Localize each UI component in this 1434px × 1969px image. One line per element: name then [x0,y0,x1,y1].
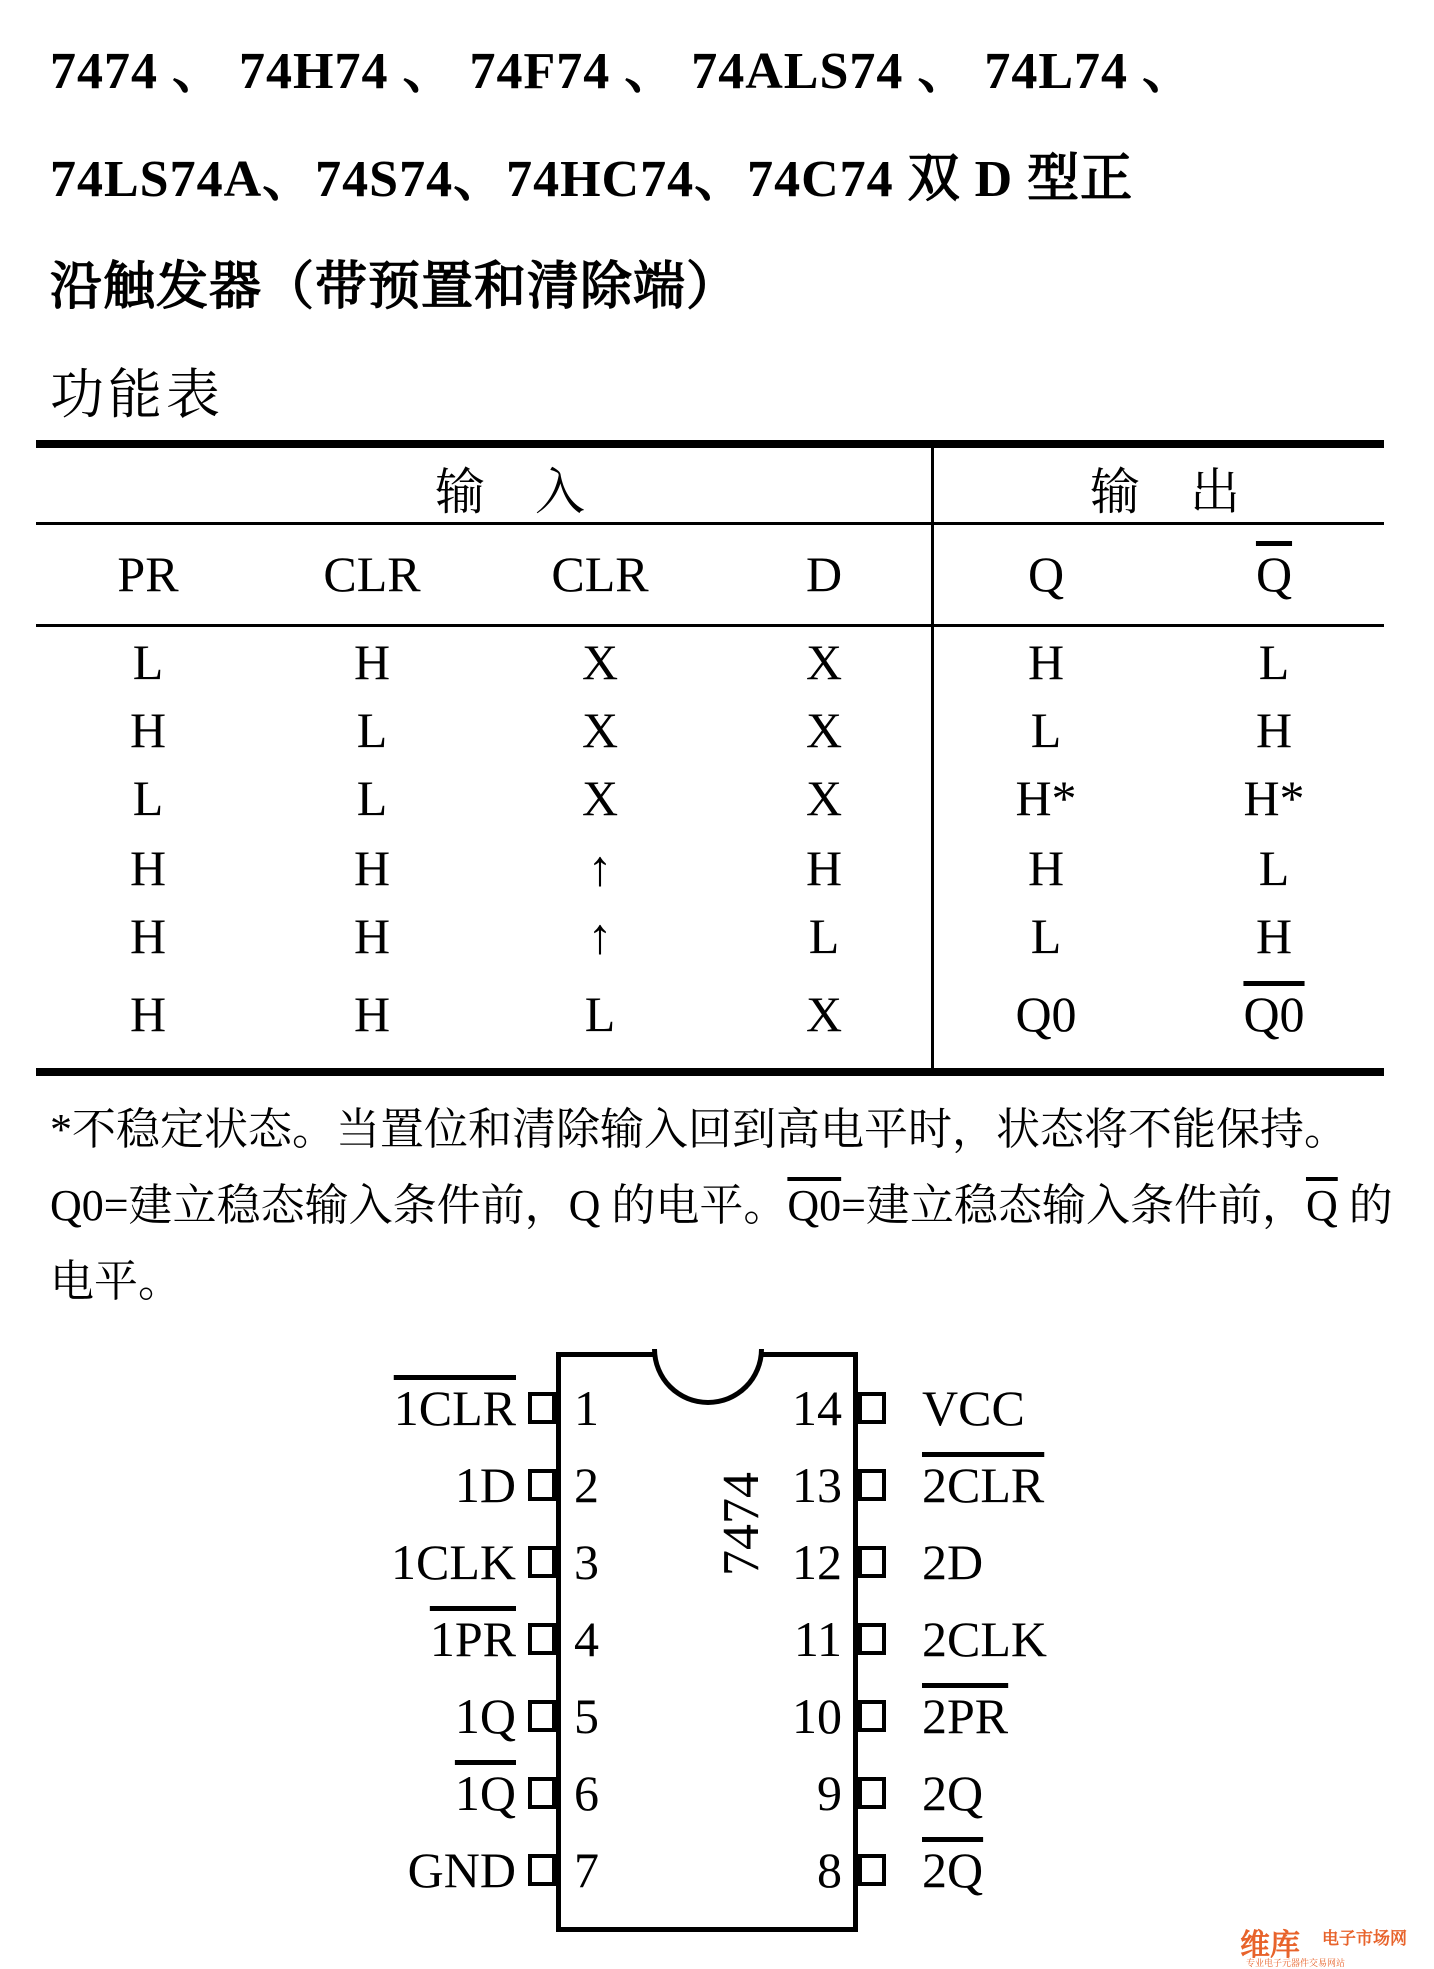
pin-number: 10 [792,1688,842,1744]
pin-pad-right [858,1700,886,1732]
table-cell: L [132,634,164,690]
table-cell: H [353,986,391,1042]
pin-name: 1Q [454,1765,516,1821]
table-cell: L [132,770,164,826]
table-header-rule [36,624,1384,627]
pin-number: 3 [574,1534,599,1590]
pin-number: 6 [574,1765,599,1821]
pin-number: 12 [792,1534,842,1590]
pin-name: 2PR [922,1688,1009,1744]
pin-number: 2 [574,1457,599,1513]
pin-pad-left [528,1854,556,1886]
column-header: Q [1027,546,1065,602]
page-title [50,18,1390,342]
table-cell: L [1030,908,1062,964]
pin-pad-left [528,1546,556,1578]
pin-number: 11 [793,1611,842,1667]
table-cell: H* [1243,770,1305,826]
watermark-brand-rest: 电子市场网 [1322,1929,1407,1949]
table-cell: X [805,986,843,1042]
table-cell: X [805,770,843,826]
table-bottom-rule [36,1068,1384,1076]
column-header: $\overline{Q}$ [1255,546,1293,602]
watermark-logo [1240,1918,1430,1969]
table-cell: X [805,702,843,758]
table-cell: L [356,770,388,826]
pin-pad-left [528,1623,556,1655]
pin-name: 2D [922,1534,984,1590]
table-group-rule [36,522,1384,525]
column-header: PR [117,546,179,602]
table-divider [931,448,934,1068]
table-cell: H [1027,634,1065,690]
pin-pad-left [528,1392,556,1424]
table-cell: H* [1015,770,1077,826]
pin-name: GND [407,1842,516,1898]
note-q0-bar: Q0 [787,1181,842,1230]
note-text-2: =建立稳态输入条件前， [841,1181,1306,1230]
pin-name: 2CLK [922,1611,1047,1667]
pin-name: 2CLR [922,1457,1045,1513]
watermark-tagline: 专业电子元器件交易网站 [1246,1959,1346,1969]
pin-number: 4 [574,1611,599,1667]
watermark-brand: 维库 [1240,1928,1300,1963]
table-cell: H [129,702,167,758]
table-cell: H [129,908,167,964]
table-cell: L [1258,634,1290,690]
pin-pad-left [528,1469,556,1501]
pin-name: VCC [922,1380,1025,1436]
pin-number: 13 [792,1457,842,1513]
note-text-1: *不稳定状态。当置位和清除输入回到高电平时，状态将不能保持。Q0=建立稳态输入条件前，Q 的电平。 [50,1105,1348,1230]
pin-number: 8 [817,1842,842,1898]
table-cell: ↑ [587,908,613,964]
table-cell: H [353,908,391,964]
pin-pad-right [858,1469,886,1501]
table-cell: L [808,908,840,964]
table-cell: H [353,840,391,896]
pin-number: 14 [792,1380,842,1436]
table-cell: H [353,634,391,690]
pin-pad-right [858,1546,886,1578]
table-cell: Q0 [1015,986,1077,1042]
outputs-group-header: 输 出 [1090,464,1240,520]
table-cell: H [1255,702,1293,758]
table-cell: X [805,634,843,690]
pin-pad-right [858,1854,886,1886]
table-cell: ↑ [587,840,613,896]
pin-name: 1CLR [393,1380,516,1436]
pin-number: 7 [574,1842,599,1898]
table-footnote [50,1092,1400,1320]
pin-pad-right [858,1392,886,1424]
title-line-3: 沿触发器（带预置和清除端） [50,259,740,316]
pin-number: 9 [817,1765,842,1821]
table-cell: H [1027,840,1065,896]
table-cell: Q0 [1243,986,1305,1042]
ic-part-name: 7474 [713,1472,770,1576]
pin-number: 5 [574,1688,599,1744]
pin-name: 1CLK [391,1534,516,1590]
pin-name: 2Q [922,1842,984,1898]
pin-name: 1D [454,1457,516,1513]
table-cell: L [356,702,388,758]
table-cell: L [1258,840,1290,896]
table-top-rule [36,440,1384,448]
column-header: CLR [323,546,421,602]
column-header: CLR [551,546,649,602]
title-line-2: 74LS74A、74S74、74HC74、74C74 双 D 型正 [50,151,1134,208]
pin-name: 1PR [429,1611,516,1667]
pin-pad-left [528,1777,556,1809]
table-cell: X [581,634,619,690]
pin-pad-right [858,1777,886,1809]
table-cell: X [581,702,619,758]
note-q-bar: $\overline{Q}$ [1305,1181,1338,1230]
pin-name: 1Q [454,1688,516,1744]
title-line-1: 7474 、 74H74 、 74F74 、 74ALS74 、 74L74 、 [50,43,1196,100]
column-header: D [805,546,843,602]
pin-number: 1 [574,1380,599,1436]
table-cell: L [1030,702,1062,758]
note-text-3: 的电平。 [50,1181,1393,1306]
section-heading: 功能表 [50,365,224,425]
inputs-group-header: 输 入 [435,464,585,520]
table-cell: H [129,840,167,896]
table-cell: L [584,986,616,1042]
table-cell: H [129,986,167,1042]
table-cell: H [1255,908,1293,964]
table-cell: X [581,770,619,826]
table-cell: H [805,840,843,896]
pin-name: 2Q [922,1765,984,1821]
pin-pad-left [528,1700,556,1732]
pin-pad-right [858,1623,886,1655]
